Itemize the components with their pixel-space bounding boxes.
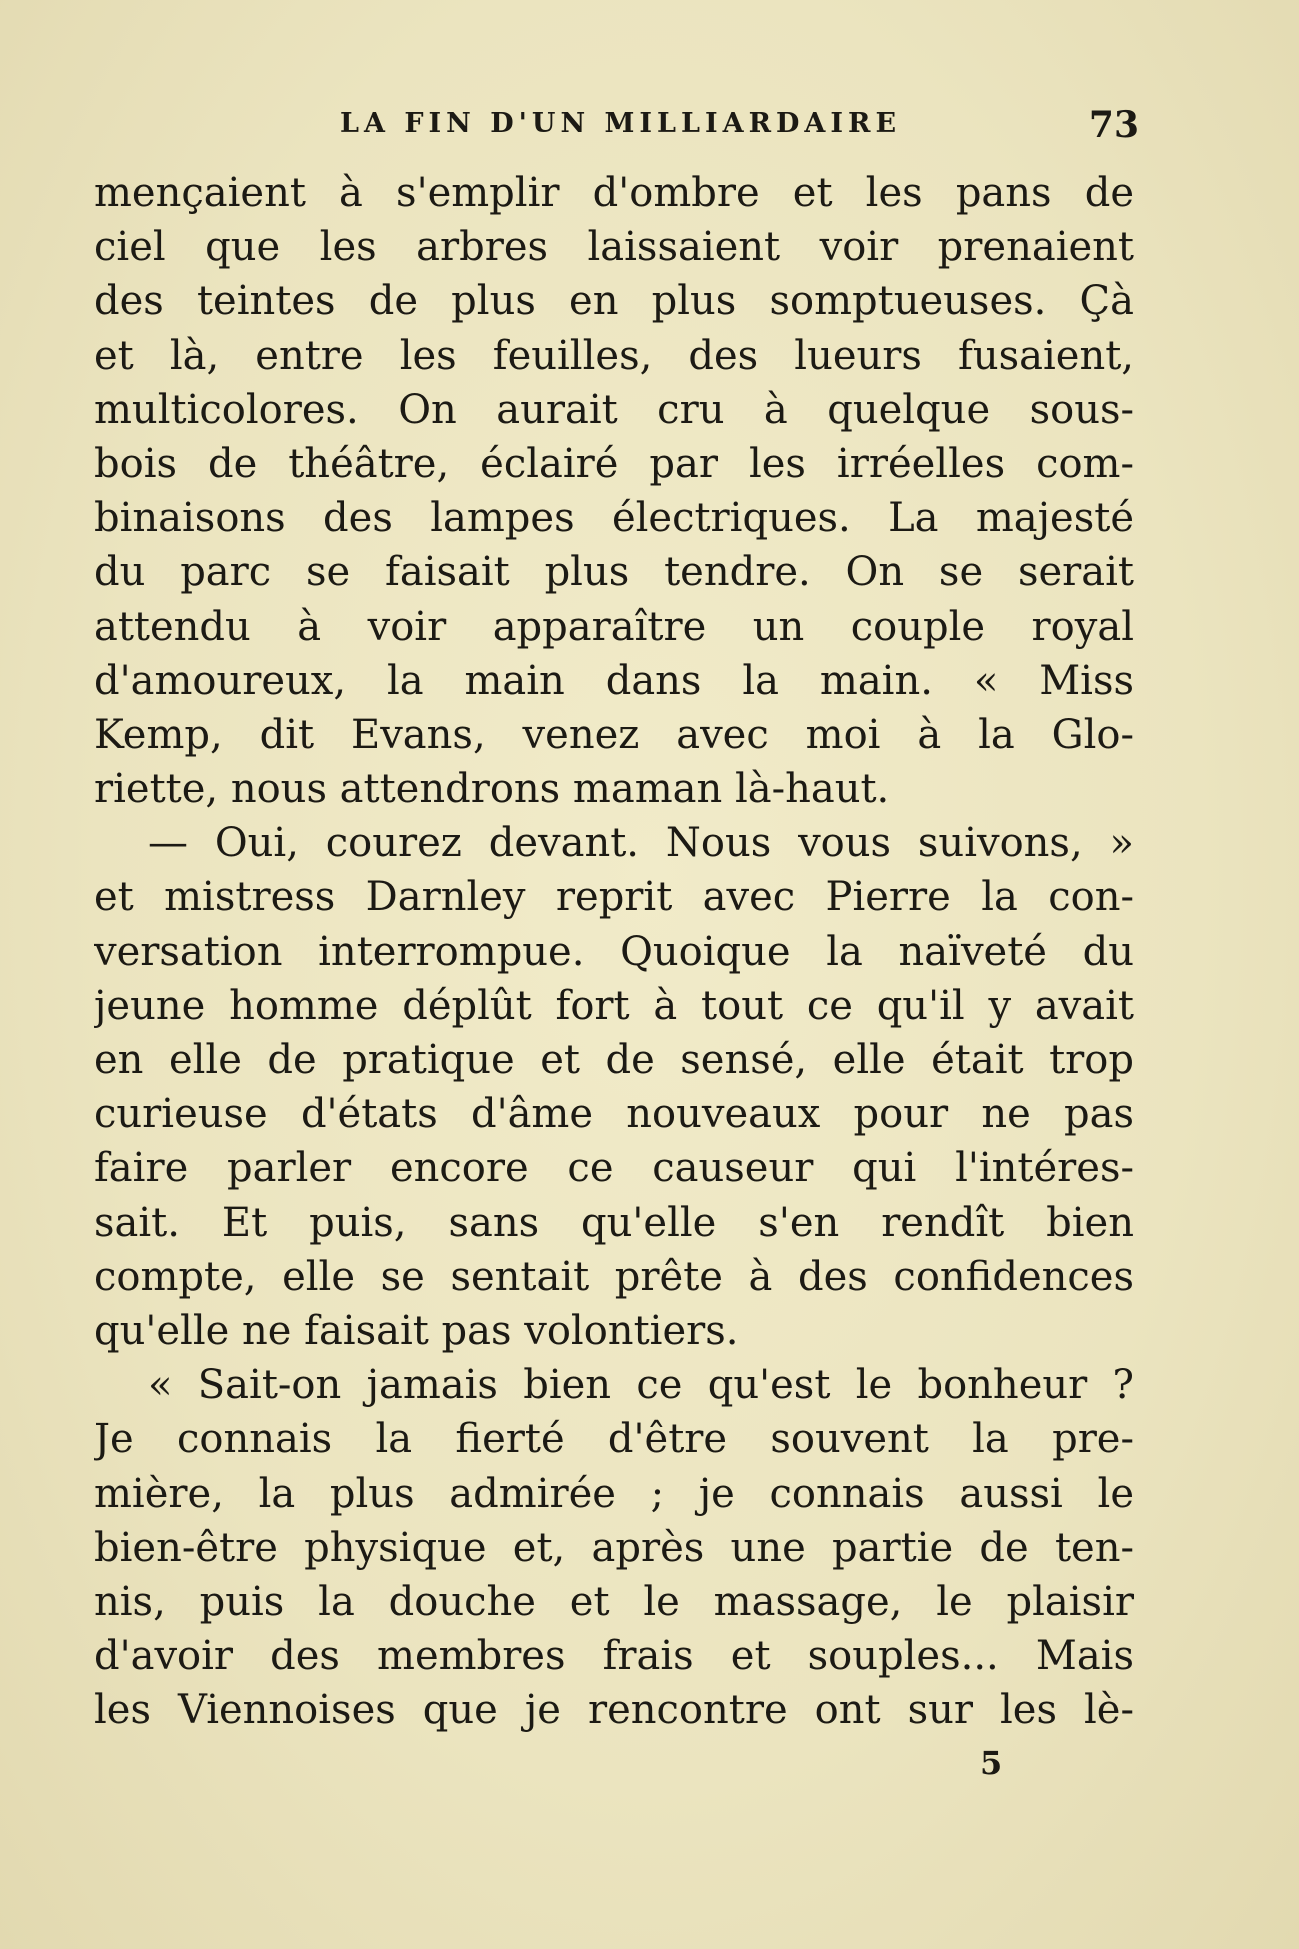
text-line: d'amoureux, la main dans la main. « Miss: [94, 657, 1134, 704]
page-number: 73: [1088, 104, 1139, 146]
text-line: sait. Et puis, sans qu'elle s'en rendît bien: [94, 1199, 1134, 1246]
text-line: faire parler encore ce causeur qui l'intéres-: [94, 1145, 1134, 1192]
text-line: bois de théâtre, éclairé par les irréelles com-: [94, 440, 1134, 487]
text-line: jeune homme déplût fort à tout ce qu'il y avait: [94, 982, 1134, 1029]
text-line: riette, nous attendrons maman là-haut.: [94, 766, 890, 813]
text-line: Je connais la fierté d'être souvent la pre-: [94, 1416, 1134, 1463]
text-line: des teintes de plus en plus somptueuses. Çà: [94, 278, 1134, 325]
text-line: versation interrompue. Quoique la naïveté du: [94, 928, 1134, 975]
body-text: [94, 166, 1134, 1737]
text-line: d'avoir des membres frais et souples... Mais: [94, 1633, 1134, 1680]
text-line: et là, entre les feuilles, des lueurs fusaient,: [94, 332, 1134, 379]
text-line: et mistress Darnley reprit avec Pierre la con-: [94, 874, 1134, 921]
signature-mark: 5: [980, 1744, 1003, 1782]
text-line: binaisons des lampes électriques. La majesté: [94, 495, 1134, 542]
text-line: qu'elle ne faisait pas volontiers.: [94, 1307, 739, 1354]
text-line: compte, elle se sentait prête à des confidences: [94, 1253, 1134, 1300]
text-line: « Sait-on jamais bien ce qu'est le bonheur ?: [148, 1362, 1134, 1409]
text-line: — Oui, courez devant. Nous vous suivons, »: [148, 820, 1134, 867]
text-line: mençaient à s'emplir d'ombre et les pans de: [94, 170, 1134, 216]
running-title: LA FIN D'UN MILLIARDAIRE: [340, 108, 902, 139]
text-line: bien-être physique et, après une partie de ten-: [94, 1524, 1134, 1571]
text-line: en elle de pratique et de sensé, elle était trop: [94, 1037, 1134, 1083]
text-line: nis, puis la douche et le massage, le plaisir: [94, 1578, 1134, 1625]
text-line: curieuse d'états d'âme nouveaux pour ne pas: [94, 1091, 1134, 1138]
text-line: Kemp, dit Evans, venez avec moi à la Glo-: [94, 711, 1134, 758]
text-line: les Viennoises que je rencontre ont sur les lè-: [94, 1687, 1134, 1734]
text-line: ciel que les arbres laissaient voir prenaient: [94, 224, 1134, 271]
text-line: mière, la plus admirée ; je connais aussi le: [94, 1470, 1134, 1517]
text-line: attendu à voir apparaître un couple royal: [94, 603, 1134, 650]
text-line: du parc se faisait plus tendre. On se serait: [94, 549, 1134, 596]
text-line: multicolores. On aurait cru à quelque sous-: [94, 386, 1134, 433]
